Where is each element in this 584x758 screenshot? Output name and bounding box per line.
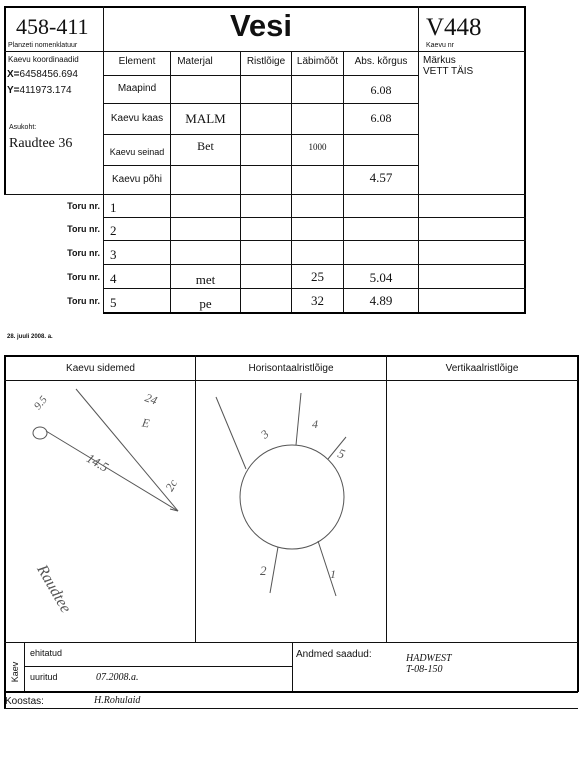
panel-title-vertical: Vertikaalristlõige [445,363,519,374]
pipe-height: 4.89 [369,293,393,308]
plan-code: 458-411 [16,14,89,39]
y-label: Y= [7,85,20,96]
row-height: 6.08 [370,83,392,97]
y-value: 411973.174 [19,85,72,96]
link-sketch [6,381,195,641]
col-header-element: Element [118,56,156,67]
pipe-height: 5.04 [369,270,393,285]
circle-mark: 2 [260,563,267,578]
source-value-1: HADWEST [406,653,452,664]
row-element: Kaevu põhi [111,174,163,185]
pipe-nr: 4 [110,271,117,286]
compiler-value: H.Rohulaid [94,695,141,706]
pipe-label: Toru nr. [67,272,100,282]
col-header-diameter: Läbimõõt [296,56,339,67]
source-value-2: T-08-150 [406,664,443,675]
hand-mark: 2c [162,476,181,494]
pipe-diameter: 25 [311,269,324,284]
pipe-nr: 2 [110,223,117,238]
pipe-diameter: 32 [311,293,324,308]
pipe-label: Toru nr. [67,296,100,306]
pipe-label: Toru nr. [67,248,100,258]
circle-mark: 4 [312,417,318,431]
location-label: Asukoht: [9,124,37,131]
panel-title-horizontal: Horisontaalristlõige [248,363,334,374]
col-header-material: Materjal [177,56,213,67]
hand-mark: E [140,415,151,431]
hand-mark: 14.5 [84,450,112,475]
circle-mark: 5 [335,445,348,462]
renewed-value: 07.2008.a. [96,672,139,683]
note-label: Märkus [423,55,456,66]
pipe-nr: 5 [110,295,117,310]
col-header-section: Ristlõige [246,56,286,67]
well-number: V448 [426,14,482,41]
date-line: 28. juuli 2008. a. [7,334,53,340]
row-height: 6.08 [370,111,392,125]
x-value: 6458456.694 [19,69,78,80]
hand-mark: 24 [143,390,160,408]
panel-title-links: Kaevu sidemed [66,363,135,374]
well-number-label: Kaevu nr [426,42,455,49]
page-title: Vesi [229,8,293,43]
side-label: Kaev [10,661,20,683]
hand-mark: 9.5 [31,393,50,413]
row-element: Kaevu kaas [110,113,164,124]
row-element: Kaevu seinad [109,147,165,157]
built-label: ehitatud [30,648,63,658]
row-material: Bet [197,139,214,153]
pipe-label: Toru nr. [67,201,100,211]
pipe-label: Toru nr. [67,224,100,234]
row-element: Maapind [117,83,157,94]
renewed-label: uuritud [30,672,58,682]
x-label: X= [7,69,20,80]
col-header-height: Abs. kõrgus [354,56,408,67]
location-value: Raudtee 36 [9,136,73,151]
row-material: MALM [185,111,226,126]
compiler-label: Koostas: [5,696,44,707]
circle-mark: 3 [257,426,272,442]
plan-code-label: Planzeti nomenklatuur [8,42,78,49]
pipe-nr: 1 [110,200,117,215]
hand-mark: Raudtee [33,562,75,616]
pipe-material: met [195,272,216,287]
row-diameter: 1000 [308,142,327,152]
horizontal-section-sketch [196,381,386,641]
coords-label: Kaevu koordinaadid [8,55,79,64]
source-label: Andmed saadud: [296,649,372,660]
note-value: VETT TÄIS [423,66,474,77]
row-height: 4.57 [369,170,393,185]
circle-mark: 1 [330,567,336,581]
pipe-material: pe [199,296,212,311]
pipe-nr: 3 [110,247,117,262]
